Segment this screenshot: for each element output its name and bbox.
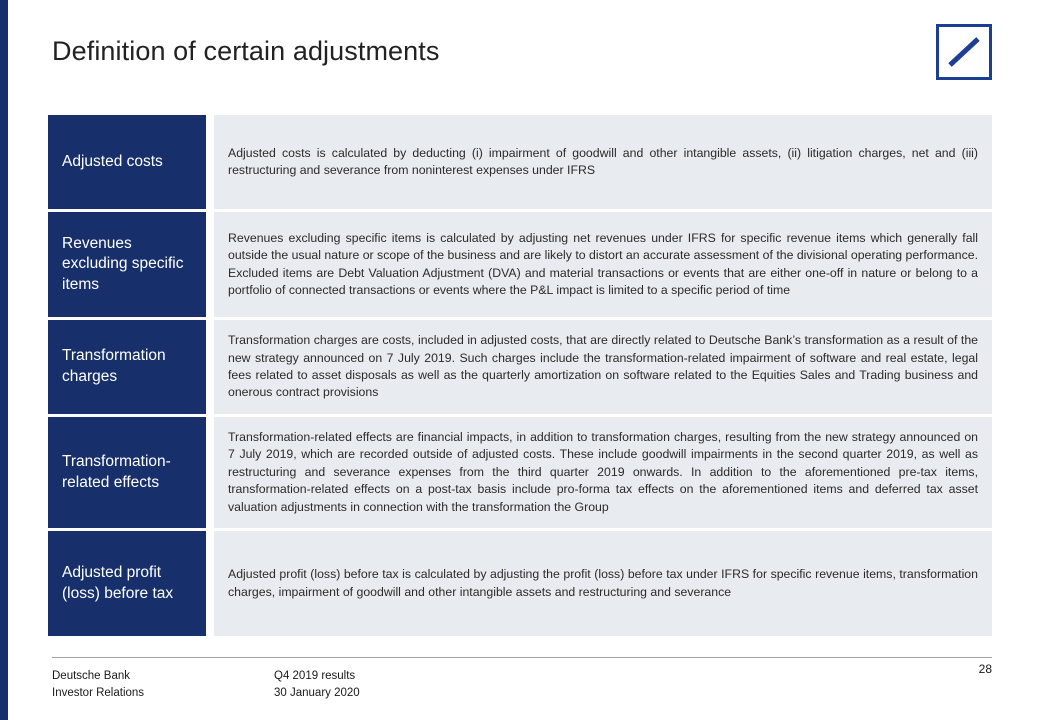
table-row — [48, 212, 992, 317]
row-spacer — [206, 417, 214, 528]
footer-event-line1: Q4 2019 results — [274, 669, 356, 682]
table-row — [48, 417, 992, 528]
row-description — [214, 115, 992, 209]
row-spacer — [206, 212, 214, 317]
row-spacer — [206, 531, 214, 636]
row-description-text: Revenues excluding specific items is calculated by adjusting net revenues under IFRS for specific revenue items which generally fall outside the usual nature or scope of the business and are likely to distort an accurate assessment of the divisional operating performance. Excluded items are Debt Valuation Adjustment (DVA) and material transactions or events that are either one-off in nature or belong to a portfolio of connected transactions or events where the P&L impact is limited to a specific period of time — [228, 230, 978, 297]
row-description — [214, 417, 992, 528]
left-accent-bar — [0, 0, 8, 720]
row-spacer — [206, 115, 214, 209]
footer-divider — [52, 657, 992, 658]
page-title: Definition of certain adjustments — [52, 36, 440, 67]
row-description-text: Transformation-related effects are financial impacts, in addition to transformation charges, resulting from the new strategy announced on 7 July 2019, which are recorded outside of adjusted costs. These include goodwill impairments in the second quarter 2019, as well as restructuring and severance expenses from the third quarter 2019 onwards. In addition to the aforementioned pre-tax items, transformation-related effects on a post-tax basis include pro-forma tax effects on the aforementioned items and deferred tax asset valuation adjustments in connection with the transformation the Group — [228, 430, 978, 514]
row-description-text: Adjusted costs is calculated by deducting (i) impairment of goodwill and other intangible assets, (ii) litigation charges, net and (iii) restructuring and severance from noninterest expenses under IFRS — [228, 145, 978, 177]
deutsche-bank-logo — [936, 24, 992, 80]
row-description — [214, 531, 992, 636]
row-label: Revenues excluding specific items — [48, 212, 206, 317]
row-label: Transformation-related effects — [48, 417, 206, 528]
footer-organization — [52, 668, 144, 703]
table-row — [48, 320, 992, 414]
row-label: Adjusted costs — [48, 115, 206, 209]
table-row — [48, 115, 992, 209]
footer-org-line1: Deutsche Bank — [52, 669, 130, 682]
definitions-table — [48, 115, 992, 639]
footer-event-line2: 30 January 2020 — [274, 686, 360, 699]
footer-event — [274, 668, 360, 703]
row-description — [214, 212, 992, 317]
row-description — [214, 320, 992, 414]
footer-org-line2: Investor Relations — [52, 686, 145, 699]
row-spacer — [206, 320, 214, 414]
row-label: Transformation charges — [48, 320, 206, 414]
row-description-text: Transformation charges are costs, included in adjusted costs, that are directly related to Deutsche Bank’s transformation as a result of the new strategy announced on 7 July 2019. Such charges include the transformation-related impairment of software and real estate, legal fees related to asset disposals as well as the quarterly amortization on software related to the Equities Sales and Trading business and onerous contract provisions — [228, 333, 978, 400]
table-row — [48, 531, 992, 636]
page-number: 28 — [978, 662, 992, 676]
row-description-text: Adjusted profit (loss) before tax is calculated by adjusting the profit (loss) before tax under IFRS for specific revenue items, transformation charges, impairment of goodwill and other intangible assets and restructuring and severance — [228, 567, 978, 599]
row-label: Adjusted profit (loss) before tax — [48, 531, 206, 636]
